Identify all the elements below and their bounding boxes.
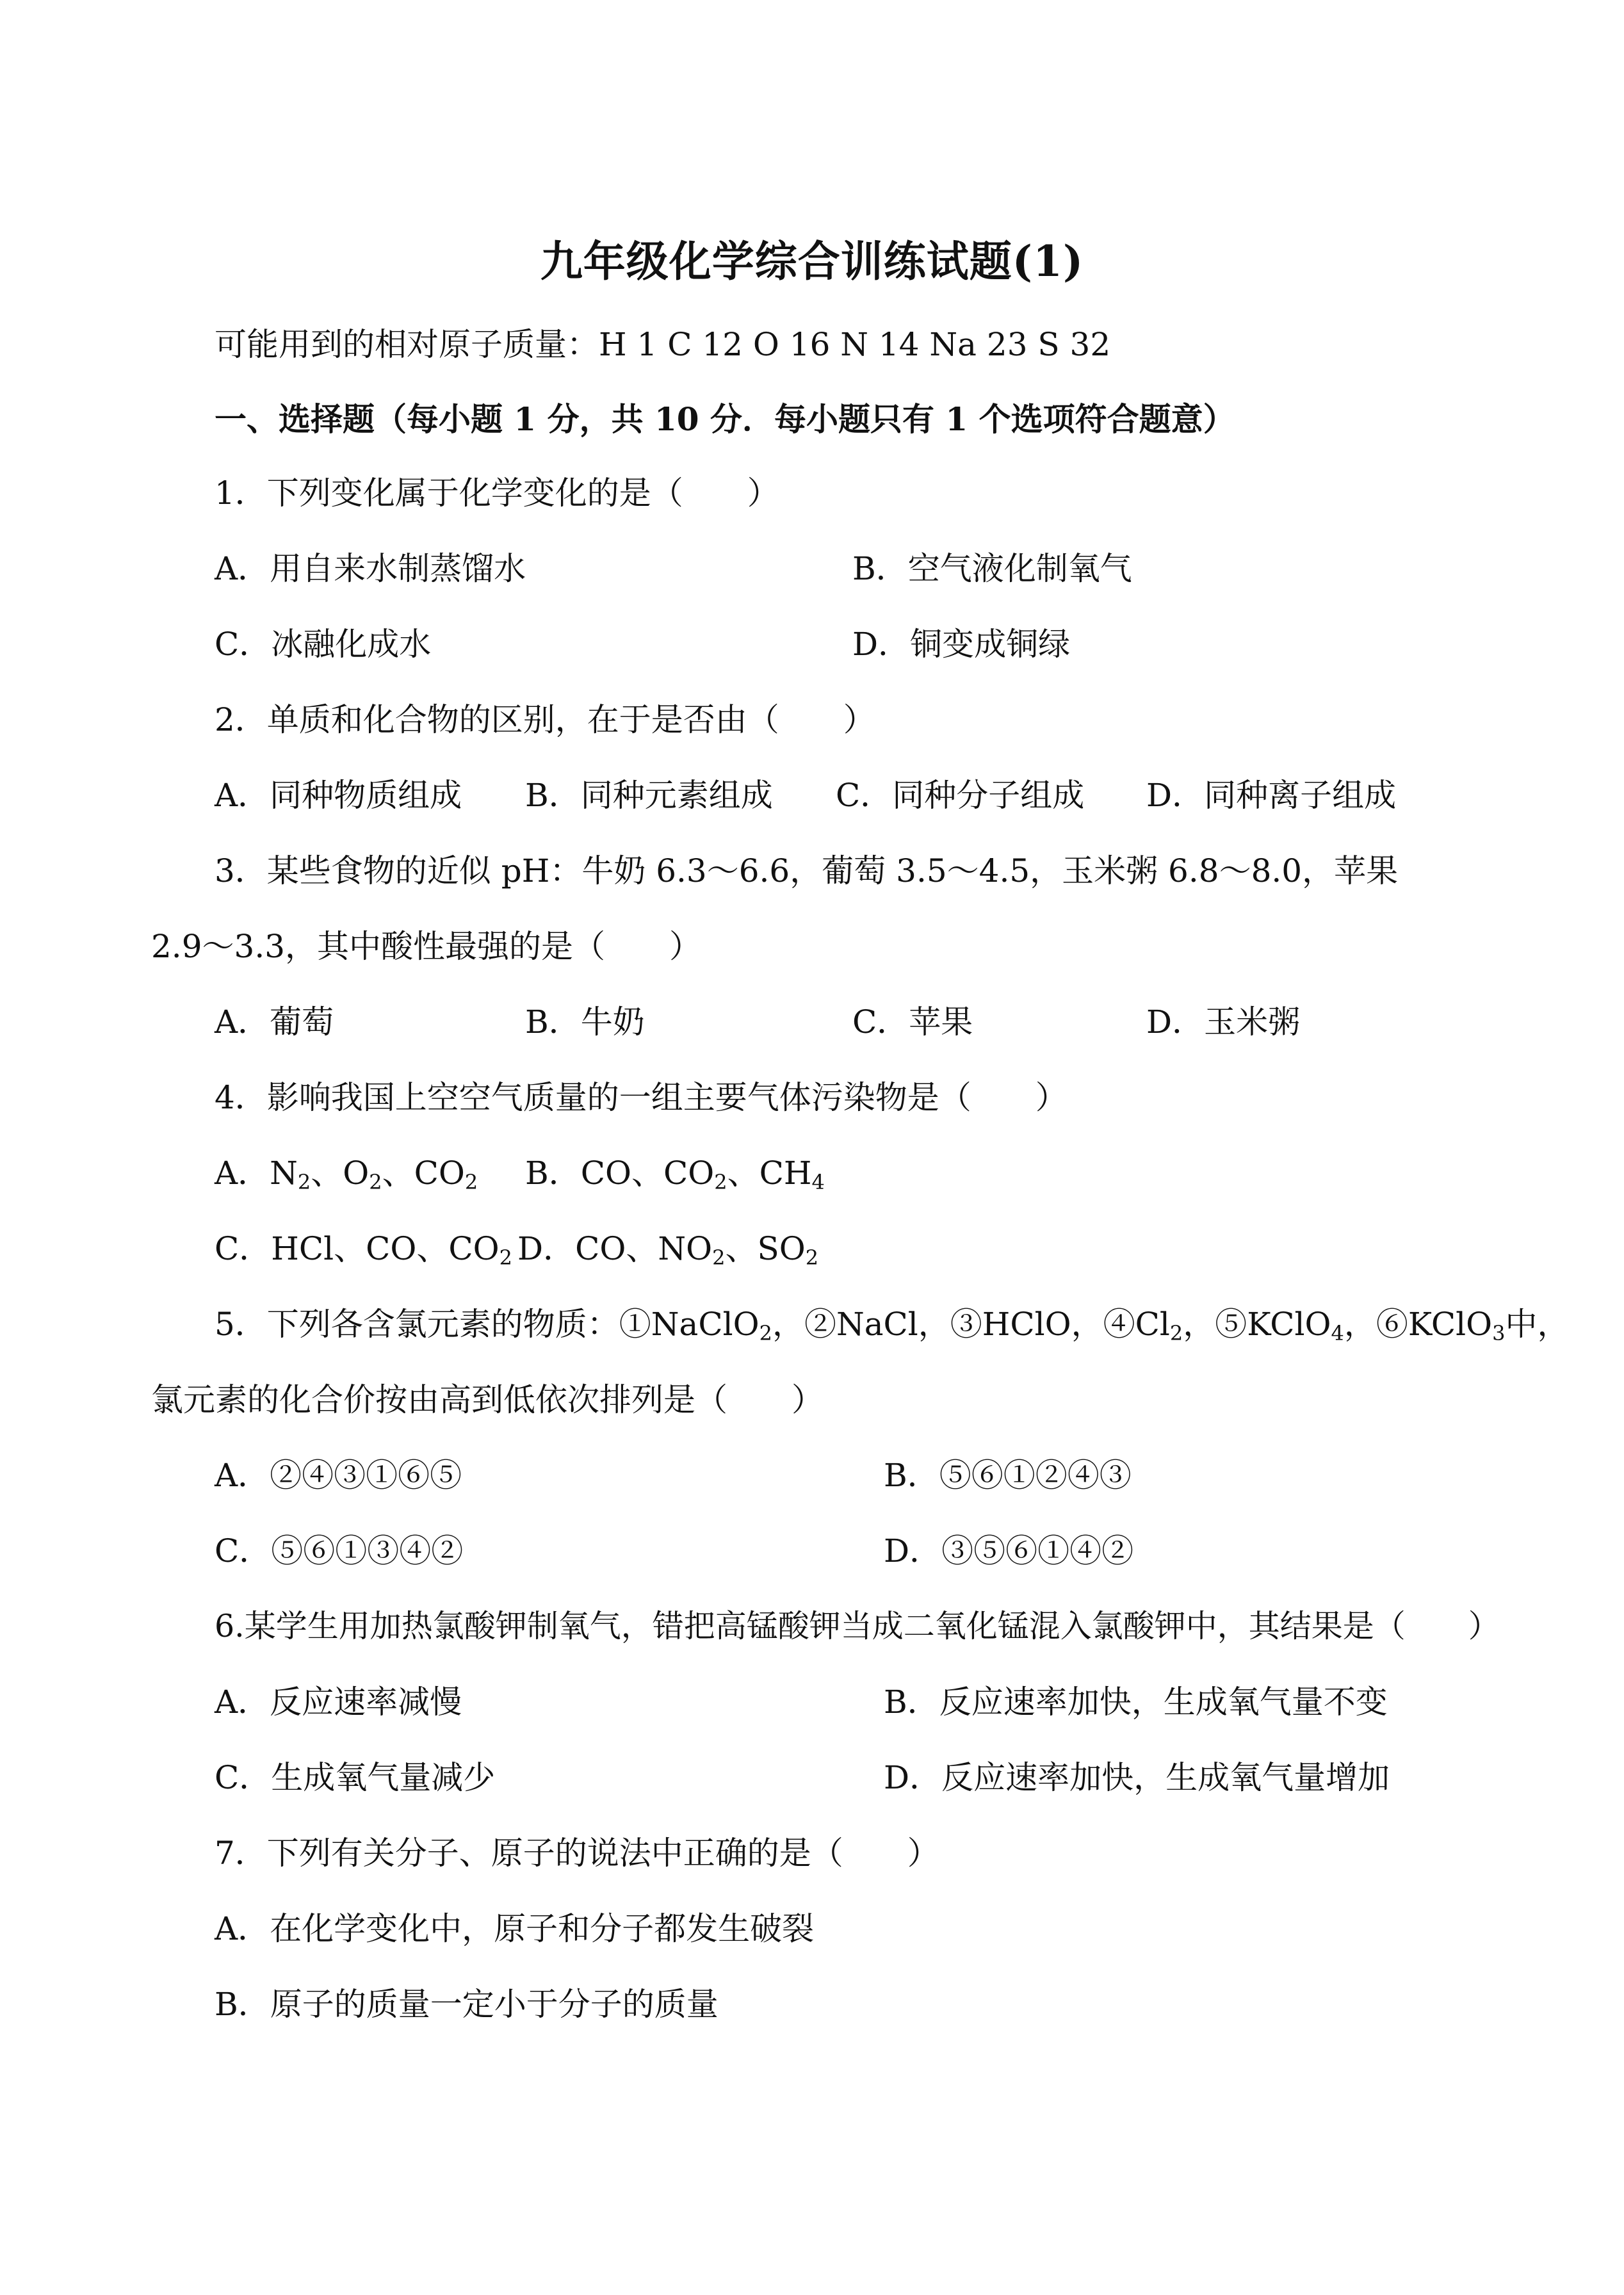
formula-part: CO、CO <box>580 1155 715 1192</box>
question-1-option-c: C．冰融化成水 <box>215 626 432 663</box>
formula-part: N <box>270 1155 298 1192</box>
formula-part: 、O <box>311 1155 369 1192</box>
question-4-option-b <box>525 1154 825 1192</box>
question-4-option-c <box>215 1229 512 1268</box>
option-c-prefix: C． <box>215 1230 272 1267</box>
subscript: 4 <box>1331 1321 1344 1345</box>
subscript: 2 <box>805 1245 819 1270</box>
question-2-option-c: C．同种分子组成 <box>836 777 1085 814</box>
question-2-option-a: A．同种物质组成 <box>215 777 462 814</box>
option-a-prefix: A． <box>215 1155 270 1192</box>
subscript: 2 <box>714 1170 727 1194</box>
question-6-option-a: A．反应速率减慢 <box>215 1683 462 1721</box>
question-5-option-c: C．⑤⑥①③④② <box>215 1532 464 1569</box>
option-d-prefix: D． <box>517 1230 576 1267</box>
exam-title: 九年级化学综合训练试题(1) <box>540 236 1084 286</box>
question-6-option-c: C．生成氧气量减少 <box>215 1759 496 1796</box>
stem-part: ，⑤KClO <box>1183 1306 1331 1343</box>
subscript: 2 <box>1169 1321 1183 1345</box>
formula-part: 、SO <box>725 1230 806 1267</box>
formula-part: 、CH <box>727 1155 812 1192</box>
question-2-option-b: B．同种元素组成 <box>525 777 773 814</box>
question-5-option-a: A．②④③①⑥⑤ <box>215 1457 462 1494</box>
question-1-option-a: A．用自来水制蒸馏水 <box>215 550 526 587</box>
option-b-prefix: B． <box>525 1155 581 1192</box>
subscript: 2 <box>464 1170 478 1194</box>
question-4-option-d <box>517 1229 818 1268</box>
formula-part: HCl、CO、CO <box>271 1230 499 1267</box>
stem-part: 中， <box>1505 1306 1570 1343</box>
subscript: 4 <box>811 1170 825 1194</box>
question-3-stem-line-1: 3．某些食物的近似 pH：牛奶 6.3～6.6，葡萄 3.5～4.5，玉米粥 6.8～8.0，苹果 <box>215 852 1399 889</box>
question-4-stem: 4．影响我国上空空气质量的一组主要气体污染物是（ ） <box>215 1079 1068 1116</box>
stem-part: ，⑥KClO <box>1344 1306 1493 1343</box>
question-1-option-b: B．空气液化制氧气 <box>852 550 1132 587</box>
question-6-option-b: B．反应速率加快，生成氧气量不变 <box>884 1683 1388 1721</box>
question-6-option-d: D．反应速率加快，生成氧气量增加 <box>884 1759 1390 1796</box>
question-5-option-b: B．⑤⑥①②④③ <box>884 1457 1132 1494</box>
formula-part: 、CO <box>382 1155 465 1192</box>
question-6-stem: 6.某学生用加热氯酸钾制氧气，错把高锰酸钾当成二氧化锰混入氯酸钾中，其结果是（ ） <box>215 1608 1500 1644</box>
subscript: 2 <box>369 1170 382 1194</box>
stem-part: 5．下列各含氯元素的物质：①NaClO <box>215 1306 759 1343</box>
subscript: 2 <box>499 1245 512 1270</box>
question-7-stem: 7．下列有关分子、原子的说法中正确的是（ ） <box>215 1835 939 1872</box>
question-1-option-d: D．铜变成铜绿 <box>852 626 1071 663</box>
atomic-masses-note: 可能用到的相对原子质量：H 1 C 12 O 16 N 14 Na 23 S 32 <box>215 326 1111 363</box>
section-one-heading: 一、选择题（每小题 1 分，共 10 分．每小题只有 1 个选项符合题意） <box>215 400 1235 438</box>
question-4-option-a <box>215 1154 478 1192</box>
question-1-stem: 1．下列变化属于化学变化的是（ ） <box>215 474 779 512</box>
subscript: 3 <box>1492 1321 1506 1345</box>
stem-part: ，②NaCl，③HClO，④Cl <box>772 1306 1170 1343</box>
question-3-option-c: C．苹果 <box>852 1003 973 1041</box>
question-5-stem-line-1 <box>215 1305 1569 1343</box>
question-2-option-d: D．同种离子组成 <box>1146 777 1397 814</box>
formula-part: CO、NO <box>575 1230 713 1267</box>
subscript: 2 <box>759 1321 772 1345</box>
question-3-option-d: D．玉米粥 <box>1146 1003 1301 1041</box>
subscript: 2 <box>297 1170 311 1194</box>
question-2-stem: 2．单质和化合物的区别，在于是否由（ ） <box>215 701 875 738</box>
question-3-option-b: B．牛奶 <box>525 1003 645 1041</box>
question-5-stem-line-2: 氯元素的化合价按由高到低依次排列是（ ） <box>151 1381 824 1418</box>
question-7-option-a: A．在化学变化中，原子和分子都发生破裂 <box>215 1910 815 1947</box>
question-3-option-a: A．葡萄 <box>215 1003 334 1041</box>
subscript: 2 <box>712 1245 726 1270</box>
question-7-option-b: B．原子的质量一定小于分子的质量 <box>215 1986 719 2023</box>
question-5-option-d: D．③⑤⑥①④② <box>884 1532 1134 1569</box>
question-3-stem-line-2: 2.9～3.3，其中酸性最强的是（ ） <box>151 928 702 965</box>
